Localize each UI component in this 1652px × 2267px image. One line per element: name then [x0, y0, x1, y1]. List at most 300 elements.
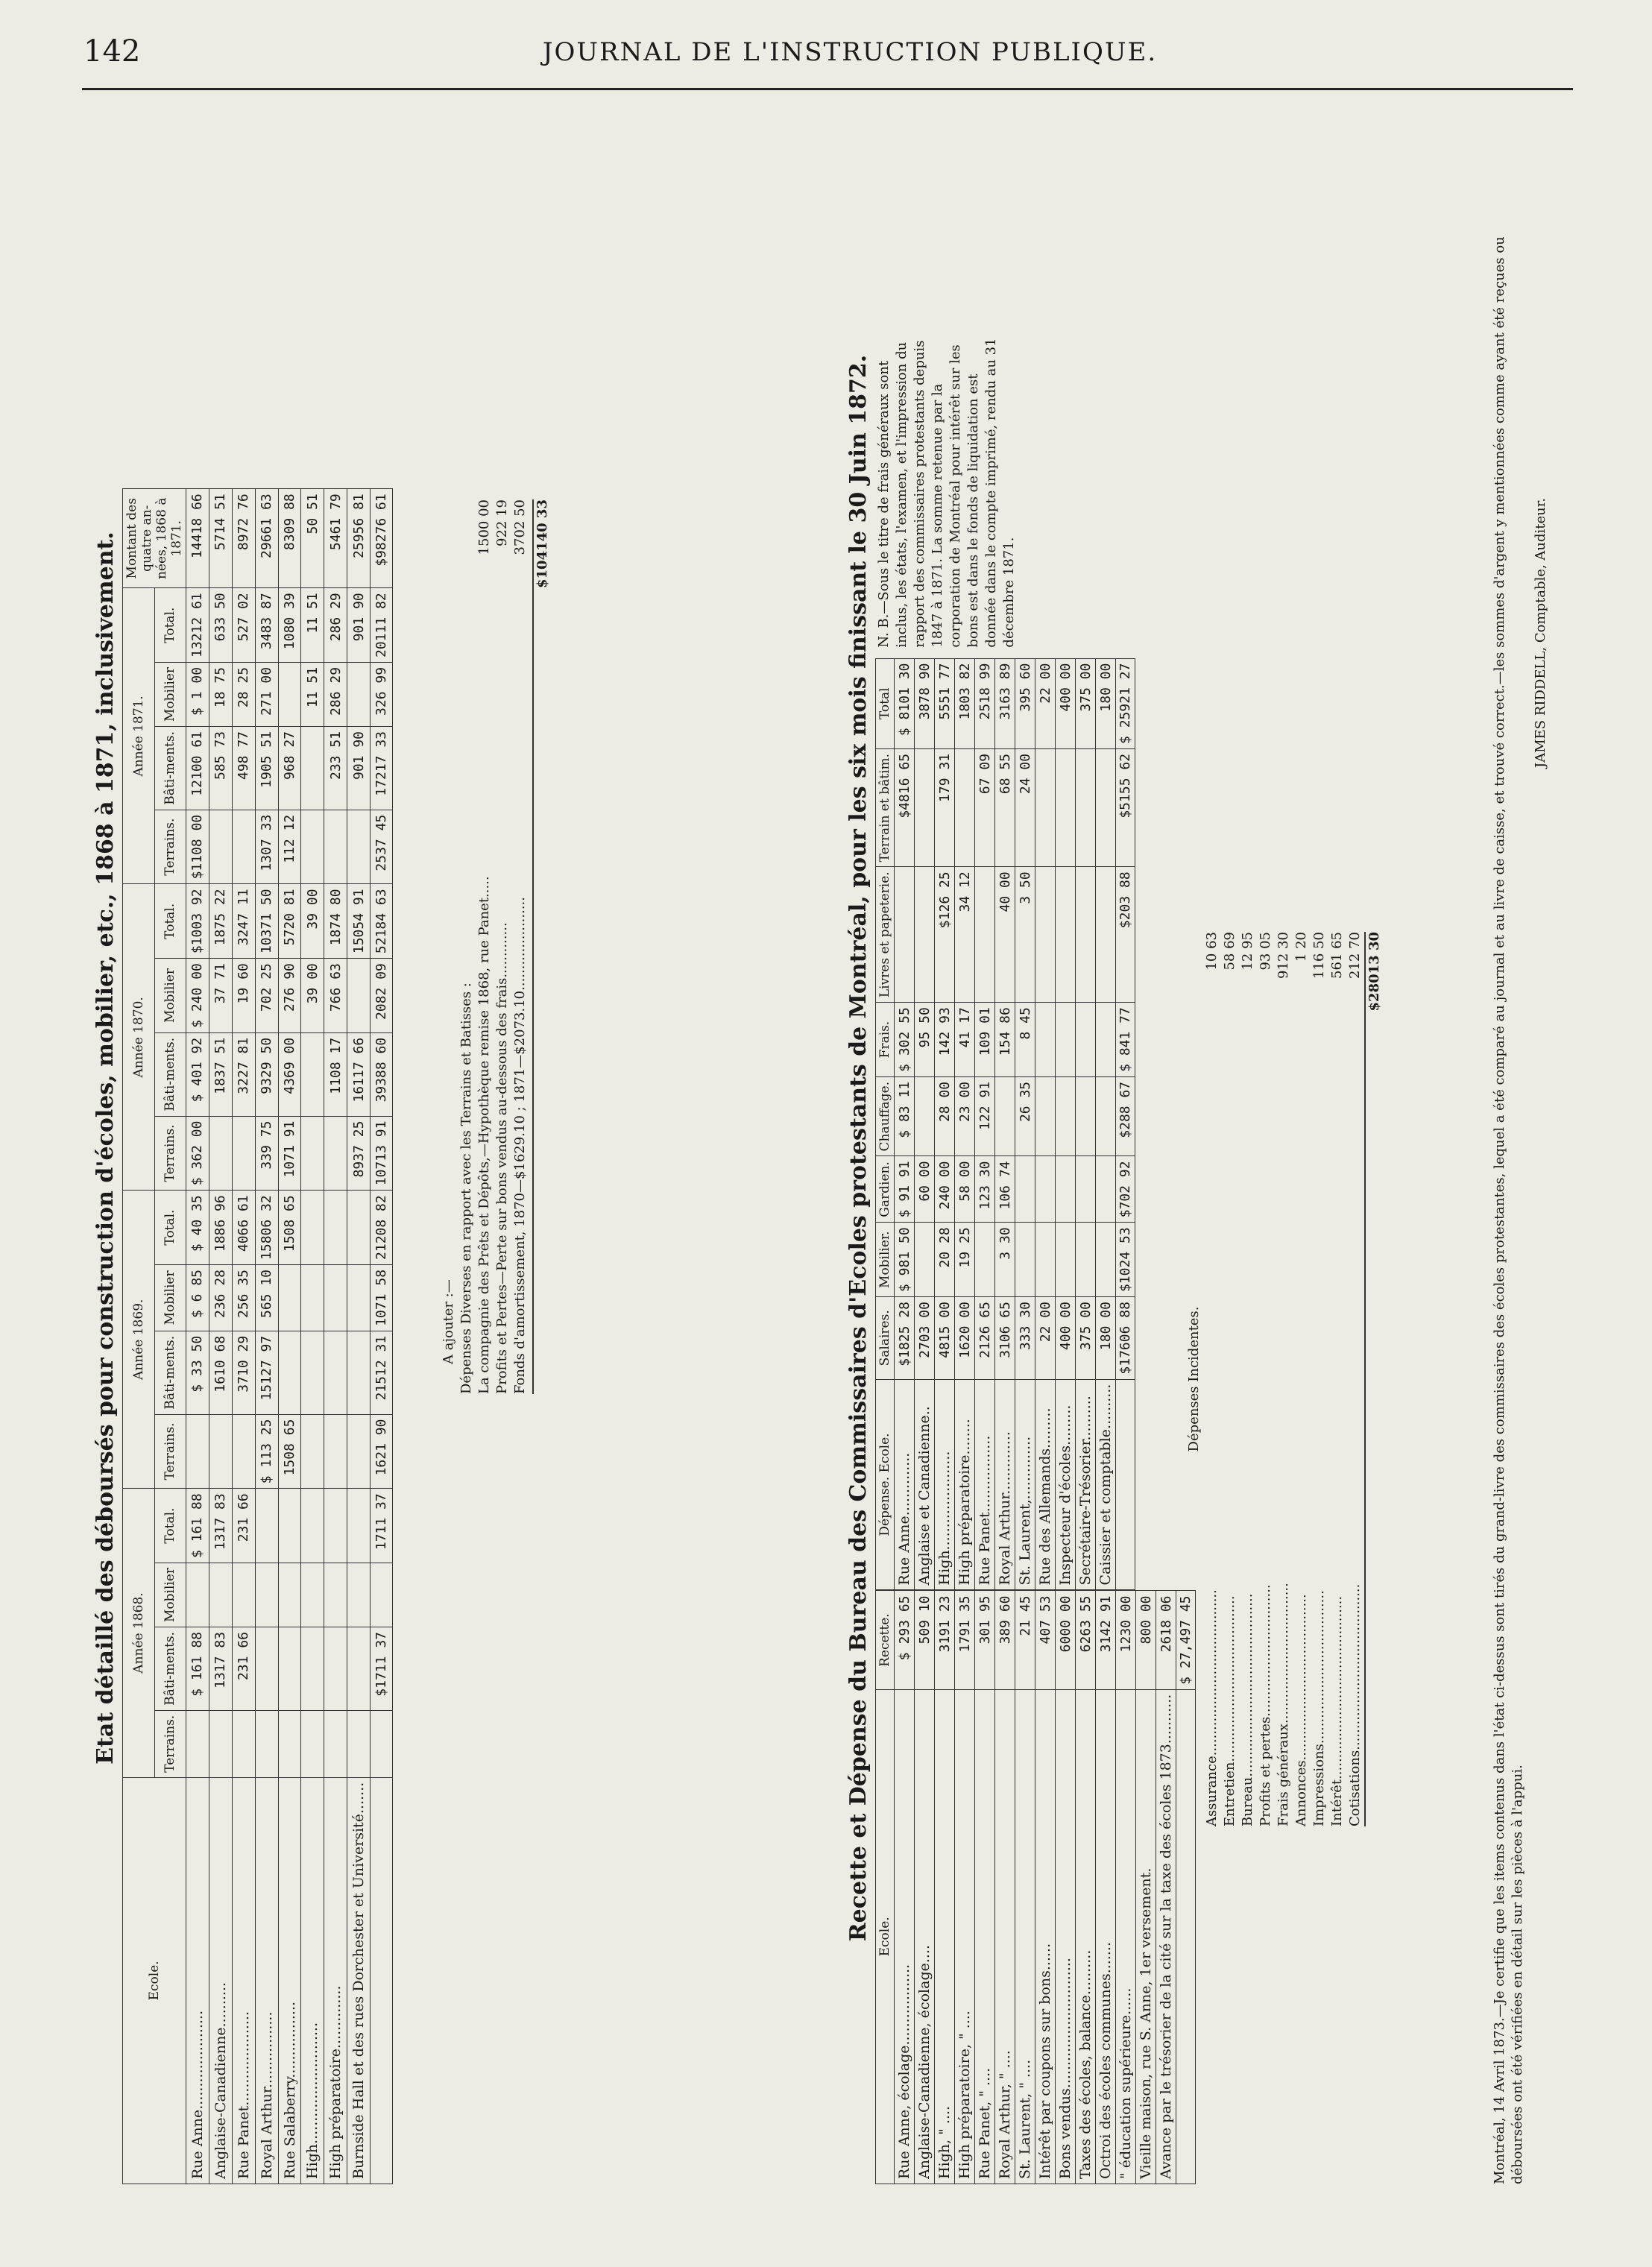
cell-value [209, 810, 232, 884]
total-value: 52184 63 [371, 884, 393, 959]
depense-ecole: Rue Panet................. [975, 1379, 995, 1590]
incidente-value: 58 69 [1222, 932, 1238, 971]
cell-value [301, 1191, 324, 1265]
subcol-header: Terrains. [154, 1414, 186, 1489]
subcol-header: Bâti-ments. [154, 726, 186, 810]
subcol-header: Terrains. [154, 1710, 186, 1777]
total-value: 21512 31 [371, 1331, 393, 1414]
depense-value: 375 00 [1076, 658, 1096, 748]
depense-value: 154 86 [995, 1003, 1015, 1077]
cell-value: 112 12 [278, 810, 301, 884]
depense-value [1035, 1223, 1056, 1297]
recette-label: High, " .... [935, 1689, 955, 2184]
cell-value [324, 1331, 347, 1414]
recette-value: 6000 00 [1056, 1591, 1076, 1689]
cell-value: 1080 39 [278, 588, 301, 663]
cell-value [347, 1331, 371, 1414]
depense-value: 20 28 [935, 1223, 955, 1297]
cell-value [324, 1264, 347, 1331]
cell-value: 231 66 [232, 1489, 255, 1563]
cell-value: 231 66 [232, 1627, 255, 1711]
cell-value [301, 1414, 324, 1489]
cell-value [232, 1116, 255, 1191]
table1-title: Etat détaillé des déboursés pour construction d'écoles, mobilier, etc., 1868 à 1871, inclusivement. [92, 532, 119, 1765]
depense-value [1096, 1156, 1116, 1223]
cell-value: 8972 76 [232, 489, 255, 588]
cell-value: $1003 92 [186, 884, 209, 959]
depense-value [1035, 1076, 1056, 1156]
depense-value: 395 60 [1015, 658, 1035, 748]
incidente-row [1293, 932, 1311, 1826]
depense-value [895, 867, 915, 1003]
cell-value: 256 35 [232, 1264, 255, 1331]
dd-label: Fonds d'amortissement, 1870—$1629.10 ; 1871—$2073.10...................... [512, 896, 528, 1394]
table-row [1035, 658, 1056, 1590]
cell-value [209, 1116, 232, 1191]
incidente-label: Frais généraux................................. [1276, 1583, 1291, 1826]
cell-value [324, 1414, 347, 1489]
cell-value [347, 959, 371, 1033]
table-row [895, 1591, 915, 2184]
cell-value [232, 1710, 255, 1777]
cell-value [278, 662, 301, 726]
depense-value: 2126 65 [975, 1297, 995, 1380]
depense-value: 3878 90 [915, 658, 935, 748]
table-row [232, 489, 255, 2184]
recette-value: 1791 35 [955, 1591, 975, 1689]
subcol-header: Bâti-ments. [154, 1032, 186, 1116]
depense-col-header: Salaires. [876, 1297, 895, 1380]
recette-value: 2618 06 [1156, 1591, 1176, 1689]
cell-value: 5720 81 [278, 884, 301, 959]
table-row [995, 658, 1015, 1590]
recette-label: Anglaise-Canadienne, écolage.... [915, 1689, 935, 2184]
depense-value [975, 867, 995, 1003]
cell-value: 5461 79 [324, 489, 347, 588]
cell-value [324, 1627, 347, 1711]
recette-value: 800 00 [1136, 1591, 1156, 1689]
incidente-label: Profits et pertes............................... [1258, 1584, 1273, 1826]
grand-total: $104140 33 [532, 499, 552, 1394]
recette-label: Avance par le trésorier de la cité sur la taxe des écoles 1873........... [1156, 1689, 1176, 2184]
row-label: High préparatoire.............. [324, 1777, 347, 2184]
cell-value: 633 50 [209, 588, 232, 663]
dd-row [511, 499, 529, 1394]
table-row [915, 1591, 935, 2184]
cell-value: 11 51 [301, 662, 324, 726]
cell-value [324, 1116, 347, 1191]
cell-value [186, 1414, 209, 1489]
depense-col-header: Mobilier. [876, 1223, 895, 1297]
cell-value [232, 810, 255, 884]
depense-ecole: Royal Arthur.............. [995, 1379, 1015, 1590]
cell-value: $ 161 88 [186, 1627, 209, 1711]
cell-value: 4369 00 [278, 1032, 301, 1116]
depense-value: 122 91 [975, 1076, 995, 1156]
subcol-header: Mobilier [154, 662, 186, 726]
depense-col-header: Terrain et bâtim. [876, 748, 895, 866]
cell-value [301, 1710, 324, 1777]
row-label: Anglaise-Canadienne.......... [209, 1777, 232, 2184]
table-row [255, 489, 278, 2184]
row-label: Rue Salaberry................. [278, 1777, 301, 2184]
cell-value: 3710 29 [232, 1331, 255, 1414]
table-row [1056, 1591, 1076, 2184]
cell-value [301, 1116, 324, 1191]
depense-value [1076, 1076, 1096, 1156]
total-value: 10713 91 [371, 1116, 393, 1191]
recette-value: 3142 91 [1096, 1591, 1116, 1689]
certification: Montréal, 14 Avril 1873.—Je certifie que les items contenus dans l'état ci-dessus sont tirés du grand-livre des commissaires des écoles protestantes, lequel a été comparé au journal et au livre de caisse, et trouvé correct.—les sommes d'argent y mentionnées comme ayant été reçues ou déboursées ont été vérifiées en détail sur les pièces à l'appui. [1492, 236, 1525, 2184]
incidente-row [1328, 932, 1346, 1826]
depense-value [1076, 1003, 1096, 1077]
cell-value: 39 00 [301, 959, 324, 1033]
depense-value: 3163 89 [995, 658, 1015, 748]
totals-label [371, 1777, 393, 2184]
cell-value [347, 1191, 371, 1265]
row-label: Burnside Hall et des rues Dorchester et Université....... [347, 1777, 371, 2184]
cell-value: 702 25 [255, 959, 278, 1033]
cell-value: 10371 50 [255, 884, 278, 959]
recette-label: Vieille maison, rue S. Anne, 1er versement. [1136, 1689, 1156, 2184]
cell-value: $ 113 25 [255, 1414, 278, 1489]
cell-value: 18 75 [209, 662, 232, 726]
cell-value: 25956 81 [347, 489, 371, 588]
cell-value: 15806 32 [255, 1191, 278, 1265]
table-row [1035, 1591, 1056, 2184]
depense-value: 2518 99 [975, 658, 995, 748]
recette-col-recette: Recette. [876, 1591, 895, 1689]
incidente-row [1257, 932, 1275, 1826]
cell-value [255, 1563, 278, 1627]
cell-value: 5714 51 [209, 489, 232, 588]
subcol-header: Total. [154, 1489, 186, 1563]
cell-value [278, 1563, 301, 1627]
recette-label: Royal Arthur, " .... [995, 1689, 1015, 2184]
total-value: 1071 58 [371, 1264, 393, 1331]
cell-value: 15054 91 [347, 884, 371, 959]
table-row [347, 489, 371, 2184]
depense-value: 400 00 [1056, 658, 1076, 748]
row-label: Rue Anne...................... [186, 1777, 209, 2184]
cell-value: 39 00 [301, 884, 324, 959]
incidente-row [1275, 932, 1293, 1826]
depense-col-header: Dépense. Ecole. [876, 1379, 895, 1590]
cell-value: 3247 11 [232, 884, 255, 959]
depense-value: 109 01 [975, 1003, 995, 1077]
incidente-label: Bureau........................................... [1240, 1593, 1255, 1826]
depense-ecole: Rue des Allemands......... [1035, 1379, 1056, 1590]
depense-total: $702 92 [1116, 1156, 1135, 1223]
depense-ecole: Caissier et comptable.......... [1096, 1379, 1116, 1590]
cell-value [347, 1627, 371, 1711]
cell-value: $ 161 88 [186, 1489, 209, 1563]
cell-value: 14418 66 [186, 489, 209, 588]
subcol-header: Total. [154, 1191, 186, 1265]
cell-value [278, 1331, 301, 1414]
depense-value [915, 748, 935, 866]
recette-label: Intérêt par coupons sur bons...... [1035, 1689, 1056, 2184]
cell-value: 1317 83 [209, 1489, 232, 1563]
dd-value: 1500 00 [476, 499, 492, 555]
cell-value [301, 1331, 324, 1414]
recette-table [875, 1590, 1196, 2184]
cell-value [301, 726, 324, 810]
depense-value [1035, 867, 1056, 1003]
cell-value: 15127 97 [255, 1331, 278, 1414]
total-value: $98276 61 [371, 489, 393, 588]
table-row [975, 1591, 995, 2184]
depense-value: 123 30 [975, 1156, 995, 1223]
incidente-value: 912 30 [1276, 932, 1291, 979]
table-row [1015, 658, 1035, 1590]
cell-value: 1837 51 [209, 1032, 232, 1116]
table-row [955, 658, 975, 1590]
depense-total: $ 25921 27 [1116, 658, 1135, 748]
table-row [1156, 1591, 1176, 2184]
depense-value [915, 1076, 935, 1156]
total-value: $1711 37 [371, 1627, 393, 1711]
page-number: 142 [83, 34, 141, 69]
cell-value: 236 28 [209, 1264, 232, 1331]
total-value: 1711 37 [371, 1489, 393, 1563]
cell-value: $1108 00 [186, 810, 209, 884]
recette-value: 1230 00 [1116, 1591, 1136, 1689]
recette-value: $ 293 65 [895, 1591, 915, 1689]
cell-value [278, 1264, 301, 1331]
journal-title: JOURNAL DE L'INSTRUCTION PUBLIQUE. [542, 37, 1158, 67]
cell-value [301, 1563, 324, 1627]
recette-label: Bons vendus............................. [1056, 1689, 1076, 2184]
cell-value [186, 1563, 209, 1627]
table-row [1076, 1591, 1096, 2184]
cell-value: 50 51 [301, 489, 324, 588]
recette-value: 389 60 [995, 1591, 1015, 1689]
depense-value [1076, 867, 1096, 1003]
incidente-value: 10 63 [1204, 932, 1220, 971]
cell-value: 11 51 [301, 588, 324, 663]
depense-value [1076, 1223, 1096, 1297]
depense-value [1035, 1156, 1056, 1223]
depense-total: $ 841 77 [1116, 1003, 1135, 1077]
depense-value [915, 867, 935, 1003]
depense-value [995, 1076, 1015, 1156]
cell-value: 565 10 [255, 1264, 278, 1331]
cell-value: 1610 68 [209, 1331, 232, 1414]
cell-value: 8937 25 [347, 1116, 371, 1191]
depense-value [1096, 1076, 1116, 1156]
table-row [1096, 1591, 1116, 2184]
depense-value: 41 17 [955, 1003, 975, 1077]
cell-value [255, 1489, 278, 1563]
incidente-value: 212 70 [1347, 932, 1363, 979]
cell-value [255, 1710, 278, 1777]
cell-value [347, 1710, 371, 1777]
depense-ecole: Inspecteur d'écoles......... [1056, 1379, 1076, 1590]
table2-section [842, 112, 1558, 2184]
incidente-value: 93 05 [1258, 932, 1273, 971]
table-row [1076, 658, 1096, 1590]
incidente-label: Cotisations....................................... [1347, 1583, 1363, 1826]
depense-ecole: St. Laurent,.............. [1015, 1379, 1035, 1590]
cell-value: 8309 88 [278, 489, 301, 588]
depense-value: 3 30 [995, 1223, 1015, 1297]
subcol-header: Terrains. [154, 1116, 186, 1191]
incidente-value: 116 50 [1311, 932, 1327, 979]
depense-value: $ 302 55 [895, 1003, 915, 1077]
year-header: Année 1870. [123, 884, 155, 1191]
depense-value: 240 00 [935, 1156, 955, 1223]
depenses-diverses-title: Dépenses Diverses en rapport avec les Terrains et Batisses : [458, 983, 474, 1394]
year-header: Année 1871. [123, 588, 155, 884]
nb-note-text: N. B.—Sous le titre de frais généraux sont inclus, les états, l'examen, et l'impression du rapport des commissaires protestants depuis 1847 à 1871. La somme retenue par la corporation de Montréal pour intérêt sur les bons est dans le fonds de liquidation est donnée dans le compte imprimé, rendu au 31 décembre 1871. [876, 338, 1017, 648]
depenses-incidentes-block [1185, 932, 1384, 1826]
cell-value: 527 02 [232, 588, 255, 663]
cell-value: 3227 81 [232, 1032, 255, 1116]
depense-total: $17606 88 [1116, 1297, 1135, 1380]
recette-label: " éducation supérieure...... [1116, 1689, 1136, 2184]
table-row [1096, 658, 1116, 1590]
cell-value [347, 1414, 371, 1489]
table-row [975, 658, 995, 1590]
incidente-row [1346, 932, 1364, 1826]
depenses-diverses-block [440, 499, 552, 1394]
recette-label: Taxes des écoles, balance.......... [1076, 1689, 1096, 2184]
final-total: $28013 30 [1364, 932, 1384, 1826]
cell-value [209, 1710, 232, 1777]
total-value: 21208 82 [371, 1191, 393, 1265]
recette-value: 6263 55 [1076, 1591, 1096, 1689]
subcol-header: Total. [154, 588, 186, 663]
recette-total: $ 27,497 45 [1176, 1591, 1196, 1689]
row-label: Royal Arthur................. [255, 1777, 278, 2184]
dd-row [494, 499, 511, 1394]
cell-value: 1108 17 [324, 1032, 347, 1116]
cell-value [232, 1414, 255, 1489]
depense-value [1076, 1156, 1096, 1223]
incidente-row [1221, 932, 1239, 1826]
cell-value: 585 73 [209, 726, 232, 810]
page-header [0, 28, 1652, 73]
recette-label: St. Laurent, " .... [1015, 1689, 1035, 2184]
depense-value [1015, 1156, 1035, 1223]
depense-value: 95 50 [915, 1003, 935, 1077]
subcol-header: Mobilier [154, 1264, 186, 1331]
depense-value: 2703 00 [915, 1297, 935, 1380]
dd-row [476, 499, 494, 1394]
table1 [122, 488, 393, 2184]
depense-value: 34 12 [955, 867, 975, 1003]
cell-value: 16117 66 [347, 1032, 371, 1116]
cell-value: $ 40 35 [186, 1191, 209, 1265]
table-row [278, 489, 301, 2184]
totals-row [371, 489, 393, 2184]
year-header: Année 1869. [123, 1191, 155, 1489]
cell-value: 901 90 [347, 588, 371, 663]
table-row [324, 489, 347, 2184]
cell-value [278, 1627, 301, 1711]
depense-value: 24 00 [1015, 748, 1035, 866]
depense-value: 22 00 [1035, 1297, 1056, 1380]
depense-col-header: Frais. [876, 1003, 895, 1077]
cell-value: 1886 96 [209, 1191, 232, 1265]
cell-value [232, 1563, 255, 1627]
depense-value: $ 91 91 [895, 1156, 915, 1223]
cell-value: 1071 91 [278, 1116, 301, 1191]
cell-value: 9329 50 [255, 1032, 278, 1116]
cell-value [301, 1032, 324, 1116]
cell-value [324, 1489, 347, 1563]
depense-value: 28 00 [935, 1076, 955, 1156]
depense-value: 26 35 [1015, 1076, 1035, 1156]
cell-value [301, 810, 324, 884]
row-label: Rue Panet..................... [232, 1777, 255, 2184]
depense-value: 4815 00 [935, 1297, 955, 1380]
depense-value [1096, 1003, 1116, 1077]
recette-value: 407 53 [1035, 1591, 1056, 1689]
depense-value: $1825 28 [895, 1297, 915, 1380]
depense-value: 68 55 [995, 748, 1015, 866]
depense-value [915, 1223, 935, 1297]
cell-value: 286 29 [324, 662, 347, 726]
subcol-header: Total. [154, 884, 186, 959]
incidente-row [1311, 932, 1328, 1826]
depense-value: 1620 00 [955, 1297, 975, 1380]
depense-value: 60 00 [915, 1156, 935, 1223]
depense-value: 1803 82 [955, 658, 975, 748]
depense-value: 106 74 [995, 1156, 1015, 1223]
cell-value: 901 90 [347, 726, 371, 810]
cell-value: 1874 80 [324, 884, 347, 959]
row-label: High........................... [301, 1777, 324, 2184]
recette-value: 509 10 [915, 1591, 935, 1689]
table-row [895, 658, 915, 1590]
depense-ecole: Secrétaire-Trésorier.......... [1076, 1379, 1096, 1590]
depense-value [955, 748, 975, 866]
cell-value: 276 90 [278, 959, 301, 1033]
depense-col-header: Chauffage. [876, 1076, 895, 1156]
cell-value: 3483 87 [255, 588, 278, 663]
cell-value [324, 810, 347, 884]
year-header: Année 1868. [123, 1489, 155, 1777]
dd-value: 3702 50 [512, 499, 528, 555]
cell-value [324, 1563, 347, 1627]
table-row [186, 489, 209, 2184]
cell-value [301, 1264, 324, 1331]
cell-value: $ 33 50 [186, 1331, 209, 1414]
depense-value: 375 00 [1076, 1297, 1096, 1380]
depense-value: $126 25 [935, 867, 955, 1003]
cell-value: 37 71 [209, 959, 232, 1033]
col-montant: Montant des quatre an-nées, 1868 à 1871. [123, 489, 186, 588]
total-value: 39388 60 [371, 1032, 393, 1116]
incidente-label: Impressions.................................... [1311, 1590, 1327, 1826]
depense-value [1056, 1223, 1076, 1297]
depense-value: 333 30 [1015, 1297, 1035, 1380]
cell-value: 339 75 [255, 1116, 278, 1191]
cell-value: 12100 61 [186, 726, 209, 810]
cell-value: 286 29 [324, 588, 347, 663]
cell-value: 13212 61 [186, 588, 209, 663]
table-row [935, 1591, 955, 2184]
rotated-content [89, 112, 1566, 2184]
depenses-incidentes-title: Dépenses Incidentes. [1186, 1306, 1202, 1452]
incidente-label: Entretien....................................... [1222, 1595, 1238, 1826]
header-rule [82, 88, 1573, 90]
cell-value: 1508 65 [278, 1191, 301, 1265]
cell-value: $ 1 00 [186, 662, 209, 726]
incidente-value: 12 95 [1240, 932, 1255, 971]
